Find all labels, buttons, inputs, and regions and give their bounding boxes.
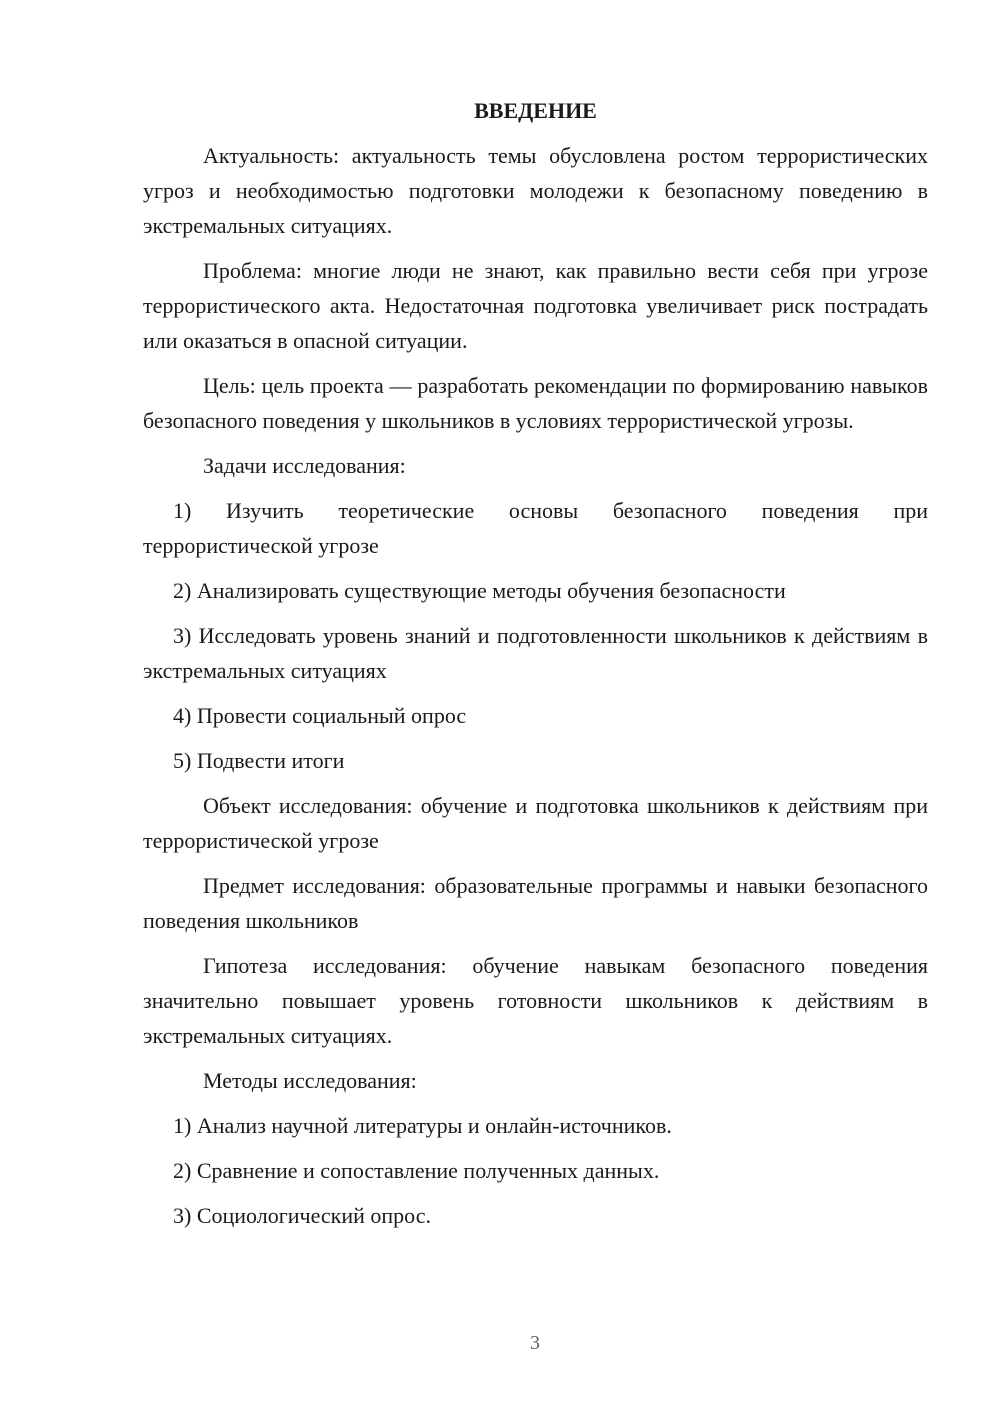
methods-heading: Методы исследования: — [203, 1068, 417, 1093]
task-item: 2) Анализировать существующие методы обучения безопасности — [173, 578, 786, 603]
tasks-heading: Задачи исследования: — [203, 453, 406, 478]
method-item: 1) Анализ научной литературы и онлайн-источников. — [173, 1113, 672, 1138]
page-number: 3 — [530, 1332, 540, 1354]
method-item: 3) Социологический опрос. — [173, 1203, 431, 1228]
document-page — [143, 93, 928, 1243]
object-paragraph: Объект исследования: обучение и подготовка школьников к действиям при террористической угрозе — [143, 793, 928, 853]
section-title: ВВЕДЕНИЕ — [474, 98, 597, 123]
task-item: 1) Изучить теоретические основы безопасного поведения при террористической угрозе — [143, 498, 928, 558]
task-item: 3) Исследовать уровень знаний и подготовленности школьников к действиям в экстремальных ситуациях — [143, 623, 928, 683]
problem-paragraph: Проблема: многие люди не знают, как правильно вести себя при угрозе террористического акта. Недостаточная подготовка увеличивает риск пострадать или оказаться в опасной ситуации. — [143, 258, 928, 353]
goal-paragraph: Цель: цель проекта — разработать рекомендации по формированию навыков безопасного поведения у школьников в условиях террористической угрозы. — [143, 373, 928, 433]
method-item: 2) Сравнение и сопоставление полученных данных. — [173, 1158, 660, 1183]
subject-paragraph: Предмет исследования: образовательные программы и навыки безопасного поведения школьников — [143, 873, 928, 933]
task-item: 5) Подвести итоги — [173, 748, 345, 773]
task-item: 4) Провести социальный опрос — [173, 703, 467, 728]
hypothesis-paragraph: Гипотеза исследования: обучение навыкам безопасного поведения значительно повышает уровень готовности школьников к действиям в экстремальных ситуациях. — [143, 953, 928, 1048]
relevance-paragraph: Актуальность: актуальность темы обусловлена ростом террористических угроз и необходимостью подготовки молодежи к безопасному поведению в экстремальных ситуациях. — [143, 143, 928, 238]
